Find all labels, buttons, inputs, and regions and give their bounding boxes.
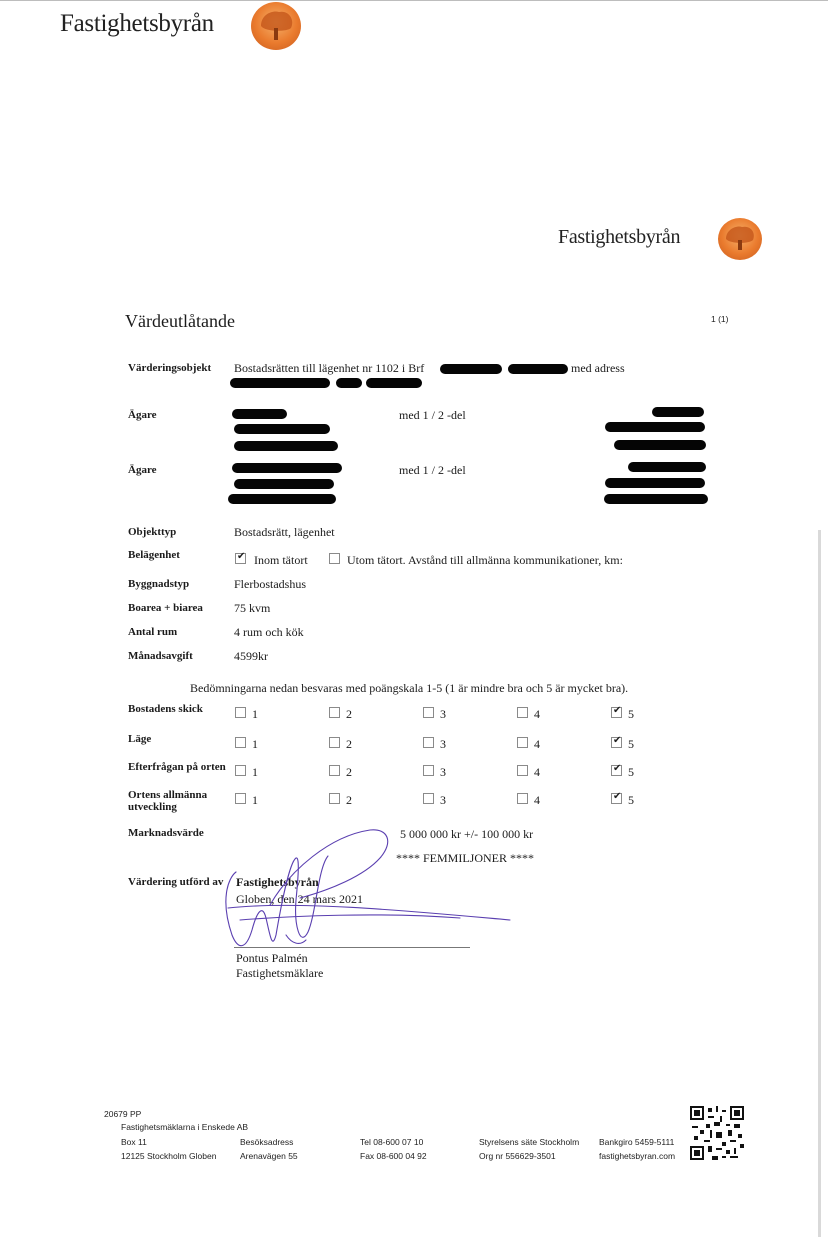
rating-option-number: 5 xyxy=(628,793,634,807)
marknadsvarde-label: Marknadsvärde xyxy=(128,827,204,839)
rating-option-number: 4 xyxy=(534,765,540,779)
utford-company: Fastighetsbyrån xyxy=(236,875,319,889)
signer-name: Pontus Palmén xyxy=(236,951,308,965)
rating-label: Bostadens skick xyxy=(128,703,203,715)
rating-option-number: 3 xyxy=(440,793,446,807)
rating-option-number: 2 xyxy=(346,707,352,721)
belagenhet-opt2: Utom tätort. Avstånd till allmänna kommunikationer, km: xyxy=(347,553,623,567)
footer-web: fastighetsbyran.com xyxy=(599,1151,676,1161)
rating-option-number: 2 xyxy=(346,765,352,779)
footer-fax: Fax 08-600 04 92 xyxy=(360,1151,427,1161)
rating-option-number: 1 xyxy=(252,765,258,779)
info-label-boarea: Boarea + biarea xyxy=(128,602,203,614)
footer-sate: Styrelsens säte Stockholm xyxy=(479,1137,580,1147)
brand-name-top: Fastighetsbyrån xyxy=(60,10,214,37)
footer-code: 20679 PP xyxy=(104,1109,142,1119)
footer-besok: Arenavägen 55 xyxy=(240,1151,298,1161)
page-number: 1 (1) xyxy=(711,314,729,324)
owner-share: med 1 / 2 -del xyxy=(399,463,466,477)
brand-name-document: Fastighetsbyrån xyxy=(558,226,681,248)
owner-share: med 1 / 2 -del xyxy=(399,408,466,422)
info-label-antal-rum: Antal rum xyxy=(128,626,178,638)
info-label-manadsavgift: Månadsavgift xyxy=(128,650,193,662)
rating-option-number: 3 xyxy=(440,765,446,779)
info-label-byggnadstyp: Byggnadstyp xyxy=(128,578,190,590)
scale-intro: Bedömningarna nedan besvaras med poängskala 1-5 (1 är mindre bra och 5 är mycket bra). xyxy=(190,681,629,695)
footer-company: Fastighetsmäklarna i Enskede AB xyxy=(121,1122,249,1132)
owner-label: Ägare xyxy=(128,409,157,421)
rating-option-number: 4 xyxy=(534,707,540,721)
rating-option-number: 5 xyxy=(628,707,634,721)
rating-option-number: 1 xyxy=(252,707,258,721)
footer-besok-label: Besöksadress xyxy=(240,1137,294,1147)
info-value-boarea: 75 kvm xyxy=(234,601,271,615)
rating-option-number: 4 xyxy=(534,737,540,751)
marknadsvarde-value: 5 000 000 kr +/- 100 000 kr xyxy=(400,827,534,841)
rating-option-number: 5 xyxy=(628,737,634,751)
qr-code-icon xyxy=(690,1106,744,1160)
rating-label: Efterfrågan på orten xyxy=(128,761,226,773)
rating-option-number: 1 xyxy=(252,737,258,751)
objekt-label: Värderingsobjekt xyxy=(128,362,212,374)
rating-option-number: 2 xyxy=(346,793,352,807)
footer-org: Org nr 556629-3501 xyxy=(479,1151,556,1161)
belagenhet-label: Belägenhet xyxy=(128,549,180,561)
rating-option-number: 2 xyxy=(346,737,352,751)
footer-tel: Tel 08-600 07 10 xyxy=(360,1137,424,1147)
rating-option-number: 1 xyxy=(252,793,258,807)
rating-option-number: 4 xyxy=(534,793,540,807)
footer-box: Box 11 xyxy=(121,1137,147,1147)
footer-postort: 12125 Stockholm Globen xyxy=(121,1151,217,1161)
marknadsvarde-words: **** FEMMILJONER **** xyxy=(396,851,535,865)
utford-label: Värdering utförd av xyxy=(128,876,224,888)
info-value-antal-rum: 4 rum och kök xyxy=(234,625,304,639)
info-label-objekttyp: Objekttyp xyxy=(128,526,177,538)
objekt-text: Bostadsrätten till lägenhet nr 1102 i Brf xyxy=(234,361,425,375)
rating-option-number: 5 xyxy=(628,765,634,779)
signer-title: Fastighetsmäklare xyxy=(236,966,324,980)
info-value-byggnadstyp: Flerbostadshus xyxy=(234,577,306,591)
info-value-objekttyp: Bostadsrätt, lägenhet xyxy=(234,525,335,539)
owner-label: Ägare xyxy=(128,464,157,476)
rating-label: Läge xyxy=(128,733,152,745)
rating-option-number: 3 xyxy=(440,707,446,721)
belagenhet-opt1: Inom tätort xyxy=(254,553,308,567)
info-value-manadsavgift: 4599kr xyxy=(234,649,268,663)
document-title: Värdeutlåtande xyxy=(125,311,235,331)
objekt-adress-label: med adress xyxy=(571,361,625,375)
footer-bankgiro: Bankgiro 5459-5111 xyxy=(599,1137,675,1147)
rating-label: Ortens allmänna utveckling xyxy=(128,789,208,813)
utford-place-date: Globen, den 24 mars 2021 xyxy=(236,892,363,906)
rating-option-number: 3 xyxy=(440,737,446,751)
